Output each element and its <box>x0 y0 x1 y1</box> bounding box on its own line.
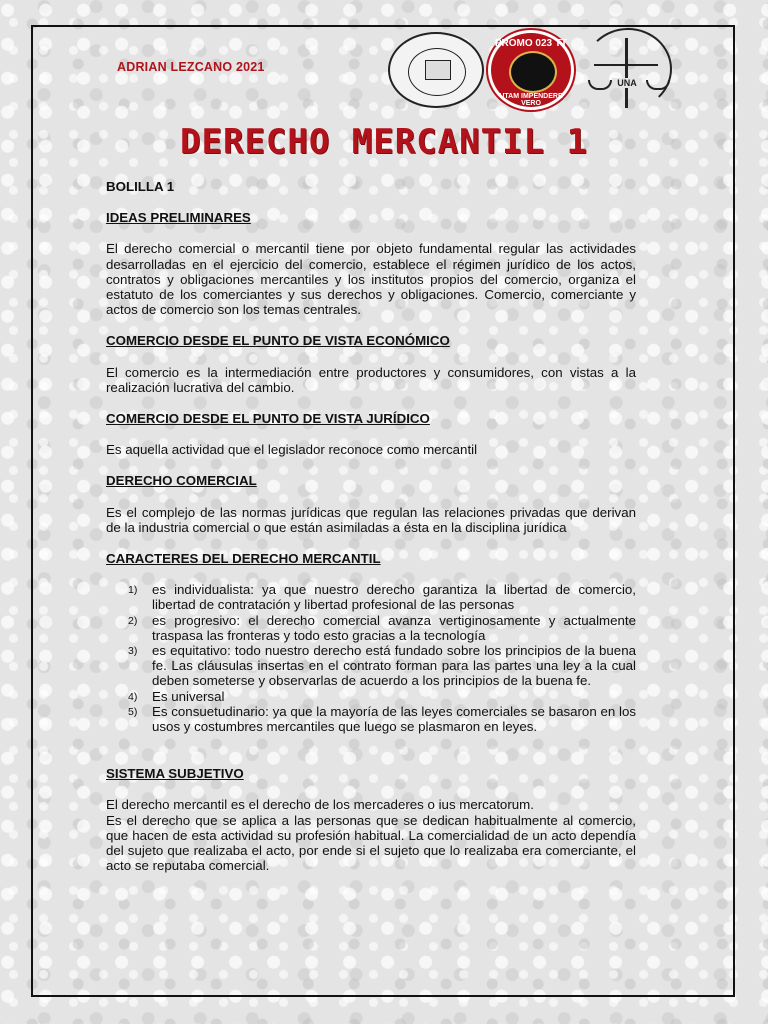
ideas-paragraph: El derecho comercial o mercantil tiene por objeto fundamental regular las actividades desarrolladas en el ejercicio del comercio, establece el régimen jurídico de los actos, contratos y obligaciones mercantiles y los institutos propios del comercio, organiza el estatuto de los comerciantes y sus derechos y obligaciones. Comercio, comerciante y actos de comercio son los temas centrales. <box>106 241 636 318</box>
scales-icon <box>509 51 557 93</box>
list-item: 3) es equitativo: todo nuestro derecho está fundado sobre los principios de la buena fe. Las cláusulas insertas en el contrato forman para las partes una ley a la cual deben someterse y observarlas de acuerdo a los principios de la buena fe. <box>128 643 636 689</box>
promo-seal-logo: PROMO 023 TT UTAM IMPENDERE VERO <box>488 30 574 110</box>
author-name: ADRIAN LEZCANO 2021 <box>117 60 265 74</box>
jur-heading: COMERCIO DESDE EL PUNTO DE VISTA JURÍDICO <box>106 411 430 427</box>
sword-icon <box>625 38 628 108</box>
dc-paragraph: Es el complejo de las normas jurídicas que regulan las relaciones privadas que derivan de la industria comercial o que están asimiladas a ésta en la disciplina jurídica <box>106 504 636 535</box>
list-item: 5) Es consuetudinario: ya que la mayoría de las leyes comerciales se basaron en los usos y costumbres mercantiles que luego se plasmaron en leyes. <box>128 703 636 735</box>
subjetivo-paragraph-1: El derecho mercantil es el derecho de los mercaderes o ius mercatorum. <box>106 797 534 813</box>
subjetivo-heading: SISTEMA SUBJETIVO <box>106 766 244 782</box>
list-item: 2) es progresivo: el derecho comercial avanza vertiginosamente y actualmente traspasa las fronteras y todo esto gracias a la tecnología <box>128 612 636 643</box>
document-title: DERECHO MERCANTIL 1 <box>180 122 588 162</box>
dc-heading: DERECHO COMERCIAL <box>106 473 257 489</box>
caracteres-list <box>106 582 636 734</box>
econ-heading: COMERCIO DESDE EL PUNTO DE VISTA ECONÓMICO <box>106 333 450 349</box>
document-body <box>106 179 636 874</box>
ideas-heading: IDEAS PRELIMINARES <box>106 210 251 226</box>
list-item: 4) Es universal <box>128 688 225 704</box>
book-icon <box>425 60 451 80</box>
list-item: 1) es individualista: ya que nuestro derecho garantiza la libertad de comercio, libertad de contratación y libertad profesional de las personas <box>128 582 636 613</box>
subjetivo-paragraph-2: Es el derecho que se aplica a las personas que se dedican habitualmente al comercio, que hacen de esta actividad su profesión habitual. La comercialidad de un acto dependía del sujeto que realizaba el acto, por ende si el sujeto que lo realizaba era comerciante, el acto se reputaba comercial. <box>106 812 636 874</box>
university-seal-logo <box>388 32 484 108</box>
jur-paragraph: Es aquella actividad que el legislador reconoce como mercantil <box>106 442 478 458</box>
faculty-seal-logo: UNA <box>580 28 672 110</box>
econ-paragraph: El comercio es la intermediación entre productores y consumidores, con vistas a la realización lucrativa del cambio. <box>106 364 636 395</box>
bolilla-heading: BOLILLA 1 <box>106 179 175 194</box>
caracteres-heading: CARACTERES DEL DERECHO MERCANTIL <box>106 551 381 567</box>
